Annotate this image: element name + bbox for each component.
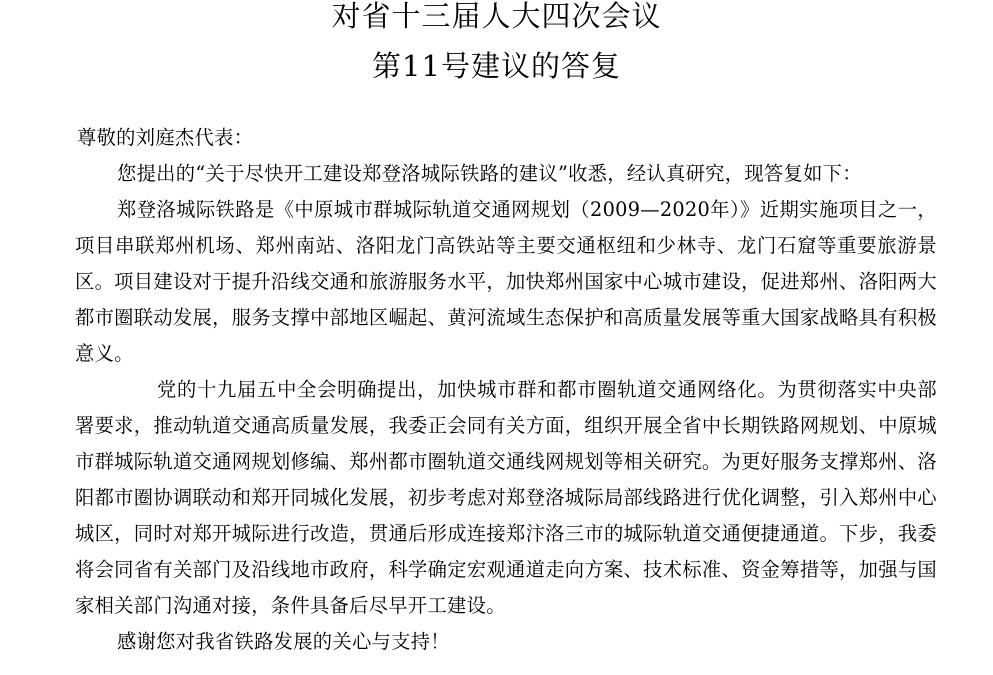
paragraph-closing: 感谢您对我省铁路发展的关心与支持！ <box>117 630 450 653</box>
paragraph-planning-response: 党的十九届五中全会明确提出，加快城市群和都市圈轨道交通网络化。为贯彻落实中央部署要求，推动轨道交通高质量发展，我委正会同有关方面，组织开展全省中长期铁路网规划、中原城市群城际轨道交通网规划修编、郑州都市圈轨道交通线网规划等相关研究。为更好服务支撑郑州、洛阳都市圈协调联动和郑开同城化发展，初步考虑对郑登洛城际局部线路进行优化调整，引入郑州中心城区，同时对郑开城际进行改造，贯通后形成连接郑汴洛三市的城际轨道交通便捷通道。下步，我委将会同省有关部门及沿线地市政府，科学确定宏观通道走向方案、技术标准、资金筹措等，加强与国家相关部门沟通对接，条件具备后尽早开工建设。 <box>75 378 937 617</box>
salutation: 尊敬的刘庭杰代表： <box>77 126 254 149</box>
document-title-line-2: 第11号建议的答复 <box>372 49 621 83</box>
document-body <box>75 120 937 660</box>
document-title-line-1: 对省十三届人大四次会议 <box>331 0 662 33</box>
paragraph-intro: 您提出的“关于尽快开工建设郑登洛城际铁路的建议”收悉，经认真研究，现答复如下： <box>117 162 862 185</box>
paragraph-project-significance: 郑登洛城际铁路是《中原城市群城际轨道交通网规划（2009—2020年）》近期实施项目之一，项目串联郑州机场、郑州南站、洛阳龙门高铁站等主要交通枢纽和少林寺、龙门石窟等重要旅游景区。项目建设对于提升沿线交通和旅游服务水平，加快郑州国家中心城市建设，促进郑州、洛阳两大都市圈联动发展，服务支撑中部地区崛起、黄河流域生态保护和高质量发展等重大国家战略具有积极意义。 <box>75 198 937 365</box>
